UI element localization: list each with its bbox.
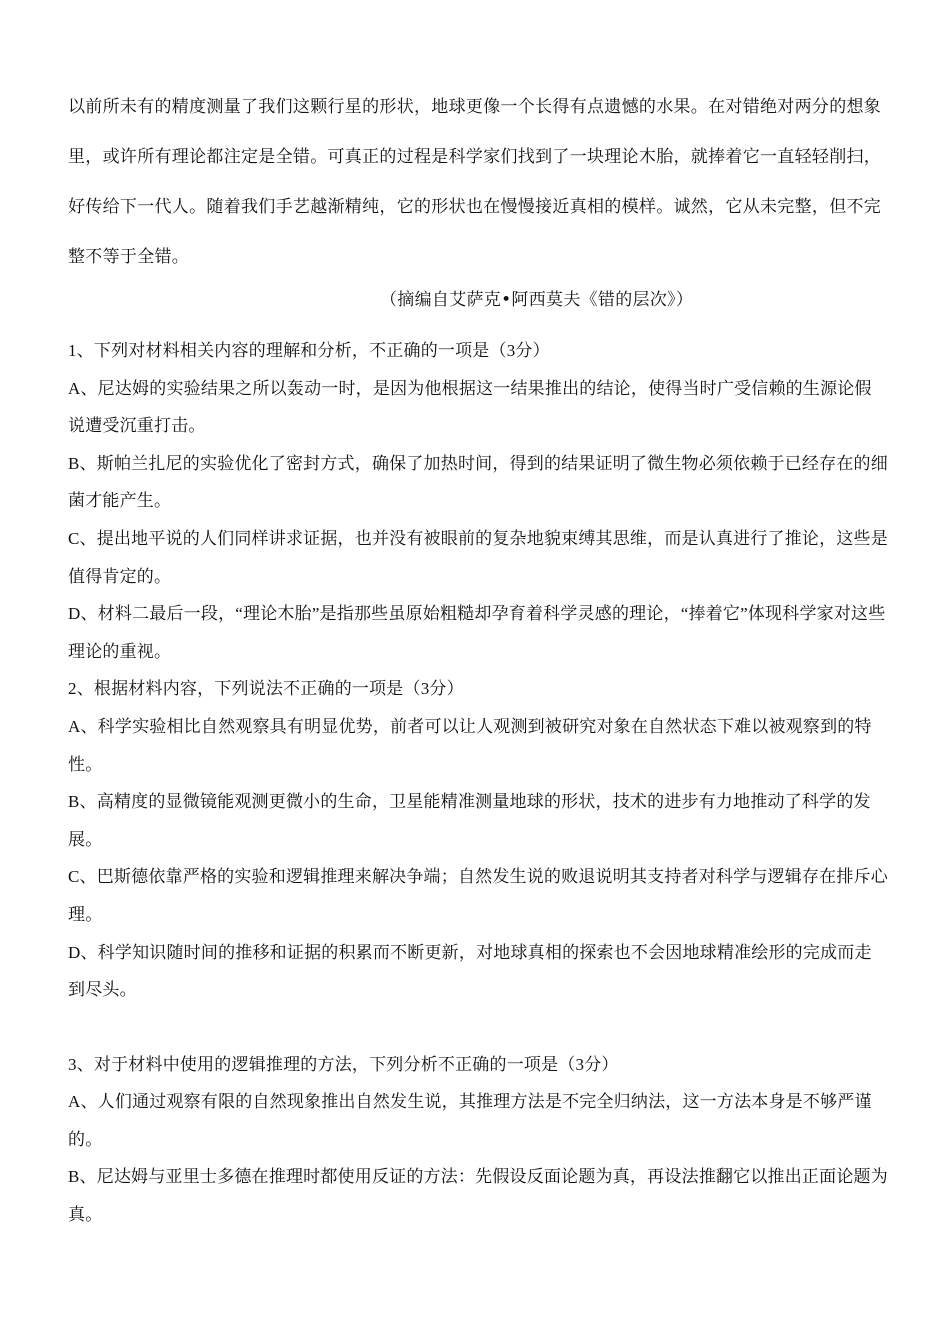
question-1-stem: 1、下列对材料相关内容的理解和分析，不正确的一项是（3分） (68, 341, 550, 360)
question-1 (68, 332, 888, 670)
question-2-option-a[interactable]: A、科学实验相比自然观察具有明显优势，前者可以让人观测到被研究对象在自然状态下难以被观察到的特性。 (68, 716, 872, 774)
question-2-option-d[interactable]: D、科学知识随时间的推移和证据的积累而不断更新，对地球真相的探索也不会因地球精准绘形的完成而走到尽头。 (68, 942, 872, 1000)
passage-text-block (68, 82, 888, 282)
question-3-option-b[interactable]: B、尼达姆与亚里士多德在推理时都使用反证的方法：先假设反面论题为真，再设法推翻它以推出正面论题为真。 (68, 1167, 888, 1225)
question-1-option-d[interactable]: D、材料二最后一段，“理论木胎”是指那些虽原始粗糙却孕育着科学灵感的理论，“捧着它”体现科学家对这些理论的重视。 (68, 604, 886, 661)
passage-paragraph: 以前所未有的精度测量了我们这颗行星的形状，地球更像一个长得有点遗憾的水果。在对错绝对两分的想象里，或许所有理论都注定是全错。可真正的过程是科学家们找到了一块理论木胎，就捧着它一直轻轻削扫，好传给下一代人。随着我们手艺越渐精纯，它的形状也在慢慢接近真相的模样。诚然，它从未完整，但不完整不等于全错。 (68, 97, 882, 267)
question-3 (68, 1046, 888, 1234)
question-2-stem: 2、根据材料内容，下列说法不正确的一项是（3分） (68, 679, 464, 699)
question-3-option-a[interactable]: A、人们通过观察有限的自然现象推出自然发生说，其推理方法是不完全归纳法，这一方法本身是不够严谨的。 (68, 1092, 872, 1149)
question-1-option-a[interactable]: A、尼达姆的实验结果之所以轰动一时，是因为他根据这一结果推出的结论，使得当时广受信赖的生源论假说遭受沉重打击。 (68, 378, 872, 436)
question-1-option-c[interactable]: C、提出地平说的人们同样讲求证据，也并没有被眼前的复杂地貌束缚其思维，而是认真进行了推论，这些是值得肯定的。 (68, 528, 888, 586)
question-2-option-c[interactable]: C、巴斯德依靠严格的实验和逻辑推理来解决争端；自然发生说的败退说明其支持者对科学与逻辑存在排斥心理。 (68, 867, 888, 924)
question-3-stem: 3、对于材料中使用的逻辑推理的方法，下列分析不正确的一项是（3分） (68, 1054, 619, 1074)
question-2-option-b[interactable]: B、高精度的显微镜能观测更微小的生命，卫星能精准测量地球的形状，技术的进步有力地推动了科学的发展。 (68, 792, 871, 849)
question-1-option-b[interactable]: B、斯帕兰扎尼的实验优化了密封方式，确保了加热时间，得到的结果证明了微生物必须依赖于已经存在的细菌才能产生。 (68, 453, 888, 511)
question-spacer (68, 1009, 888, 1046)
question-2 (68, 670, 888, 1008)
questions-section (68, 332, 888, 1234)
passage-source-citation: （摘编自艾萨克•阿西莫夫《错的层次》） (380, 290, 694, 310)
